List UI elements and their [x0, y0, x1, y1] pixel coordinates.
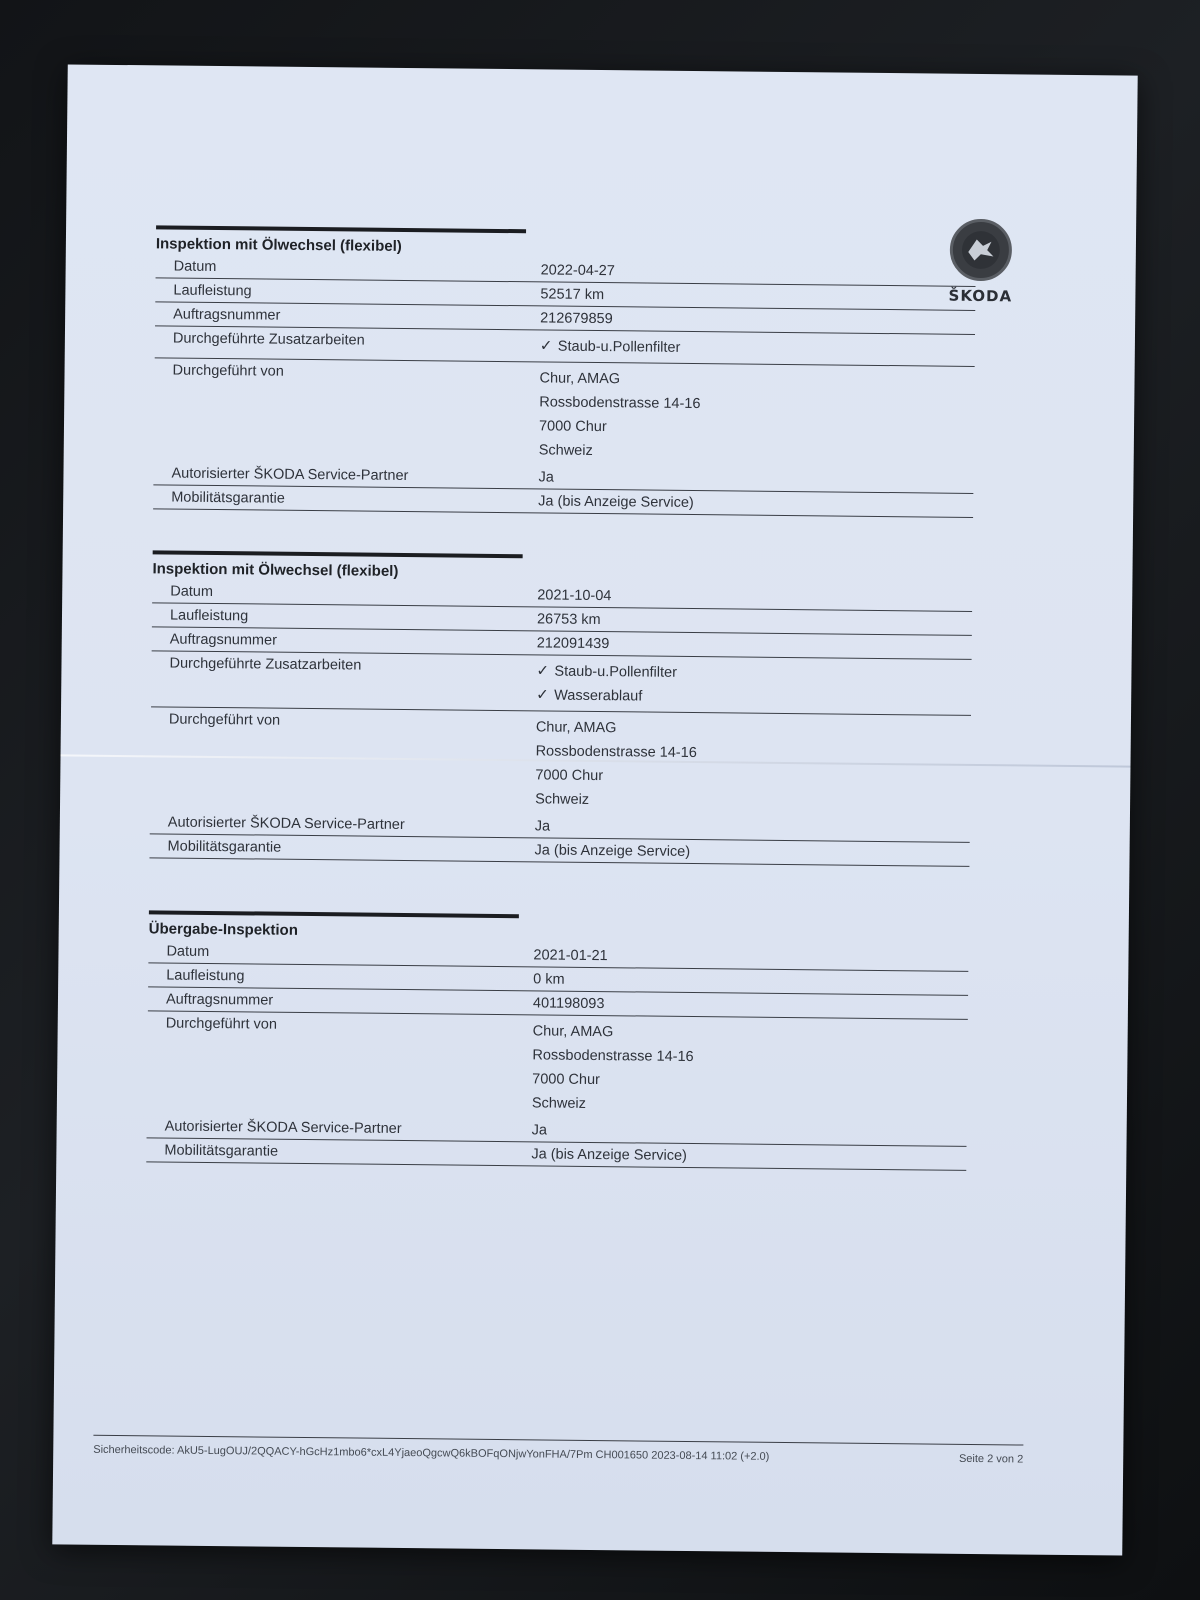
label-datum: Datum — [170, 583, 214, 600]
label-auftragsnummer: Auftragsnummer — [165, 991, 274, 1009]
label-service-partner: Autorisierter ŠKODA Service-Partner — [171, 465, 409, 485]
address-line: Schweiz — [535, 791, 590, 808]
page-number: Seite 2 von 2 — [958, 1452, 1024, 1466]
value-service-partner: Ja — [534, 818, 551, 835]
checkmark-icon: ✓ — [536, 686, 549, 704]
zusatz-item: Staub-u.Pollenfilter — [554, 663, 678, 681]
label-durchgefuehrt-von: Durchgeführt von — [168, 711, 281, 729]
value-durchgefuehrt-von — [539, 362, 975, 470]
label-laufleistung: Laufleistung — [169, 607, 249, 625]
label-laufleistung: Laufleistung — [166, 967, 245, 985]
value-mobilitaetsgarantie: Ja (bis Anzeige Service) — [538, 493, 694, 512]
document-page — [52, 64, 1137, 1555]
checkmark-icon: ✓ — [536, 662, 550, 680]
label-datum: Datum — [166, 943, 210, 960]
row-zusatzarbeiten — [151, 651, 972, 716]
value-auftragsnummer: 212679859 — [540, 310, 613, 328]
address-line: 7000 Chur — [535, 767, 604, 785]
label-service-partner: Autorisierter ŠKODA Service-Partner — [167, 814, 405, 834]
value-durchgefuehrt-von — [535, 711, 971, 819]
label-durchgefuehrt-von: Durchgeführt von — [172, 362, 284, 380]
section-title: Inspektion mit Ölwechsel (flexibel) — [156, 225, 526, 256]
value-service-partner: Ja — [538, 469, 554, 486]
value-zusatzarbeiten — [536, 655, 972, 715]
zusatz-item: Wasserablauf — [554, 687, 643, 705]
label-laufleistung: Laufleistung — [173, 282, 252, 300]
address-line: Chur, AMAG — [535, 719, 617, 737]
address-line: Schweiz — [531, 1095, 587, 1112]
address-line: 7000 Chur — [538, 418, 607, 436]
label-datum: Datum — [173, 258, 217, 276]
label-mobilitaetsgarantie: Mobilitätsgarantie — [167, 838, 282, 856]
address-line: Chur, AMAG — [539, 370, 621, 388]
label-mobilitaetsgarantie: Mobilitätsgarantie — [171, 489, 285, 507]
address-line: Rossbodenstrasse 14-16 — [535, 743, 697, 762]
value-zusatzarbeiten — [540, 330, 975, 366]
logo-text: ŠKODA — [948, 286, 1013, 306]
address-line: 7000 Chur — [532, 1071, 600, 1089]
section-title: Inspektion mit Ölwechsel (flexibel) — [152, 550, 522, 581]
address-line: Chur, AMAG — [532, 1023, 614, 1041]
value-datum: 2022-04-27 — [540, 262, 615, 280]
address-line: Rossbodenstrasse 14-16 — [539, 394, 701, 413]
label-service-partner: Autorisierter ŠKODA Service-Partner — [164, 1118, 402, 1137]
service-section-2 — [149, 550, 972, 867]
value-datum: 2021-01-21 — [533, 947, 608, 965]
value-mobilitaetsgarantie: Ja (bis Anzeige Service) — [531, 1146, 688, 1164]
service-section-3 — [146, 910, 969, 1171]
label-durchgefuehrt-von: Durchgeführt von — [165, 1015, 278, 1033]
value-auftragsnummer: 212091439 — [536, 635, 610, 653]
value-datum: 2021-10-04 — [537, 587, 612, 605]
label-auftragsnummer: Auftragsnummer — [173, 306, 281, 324]
zusatz-item: Staub-u.Pollenfilter — [557, 338, 681, 356]
label-mobilitaetsgarantie: Mobilitätsgarantie — [164, 1142, 279, 1160]
section-title: Übergabe-Inspektion — [149, 910, 519, 941]
value-laufleistung: 26753 km — [536, 611, 601, 629]
value-durchgefuehrt-von — [532, 1015, 968, 1123]
row-durchgefuehrt-von — [154, 358, 975, 470]
page-footer — [93, 1435, 1023, 1466]
row-durchgefuehrt-von — [147, 1011, 968, 1123]
value-service-partner: Ja — [531, 1122, 548, 1139]
row-durchgefuehrt-von — [150, 707, 971, 819]
label-zusatzarbeiten: Durchgeführte Zusatzarbeiten — [172, 330, 365, 349]
address-line: Schweiz — [538, 442, 593, 459]
service-section-1 — [153, 225, 976, 518]
value-laufleistung: 0 km — [533, 971, 565, 988]
value-mobilitaetsgarantie: Ja (bis Anzeige Service) — [534, 842, 691, 860]
security-code: Sicherheitscode: AkU5-LugOUJ/2QQACY-hGcHz1mbo6*cxL4YjaeoQgcwQ6kBOFqONjwYonFHA/7Pm CH001650 2023-08-14 11:02 (+2.0) — [93, 1443, 770, 1463]
value-auftragsnummer: 401198093 — [532, 995, 605, 1013]
value-laufleistung: 52517 km — [540, 286, 605, 304]
checkmark-icon: ✓ — [539, 337, 553, 355]
address-line: Rossbodenstrasse 14-16 — [532, 1047, 694, 1066]
label-auftragsnummer: Auftragsnummer — [169, 631, 278, 649]
label-zusatzarbeiten: Durchgeführte Zusatzarbeiten — [169, 655, 362, 674]
